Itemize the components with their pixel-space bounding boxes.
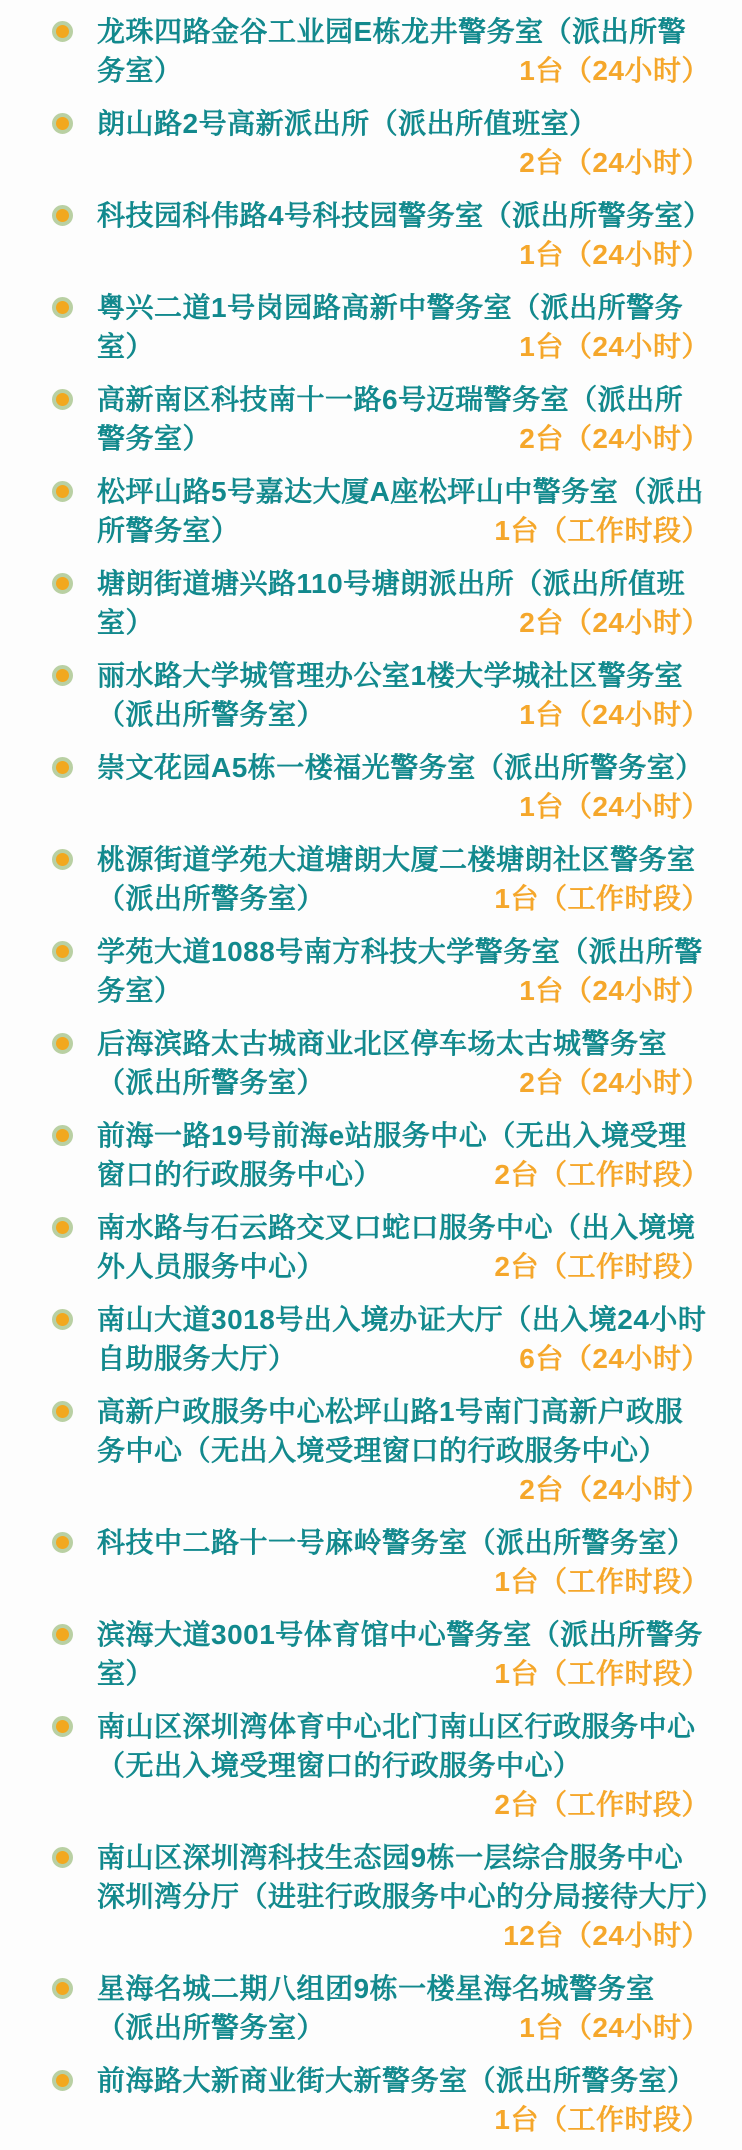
item-content <box>97 656 710 734</box>
list-item <box>52 840 710 918</box>
bullet-icon <box>52 1978 73 1999</box>
location-name: 前海一路19号前海e站服务中心（无出入境受理窗口的行政服务中心） <box>97 1120 687 1190</box>
device-count: 1台（24小时） <box>519 55 710 86</box>
bullet-icon <box>52 757 73 778</box>
item-content <box>97 1615 710 1693</box>
item-content <box>97 1300 710 1378</box>
list-item <box>52 104 710 182</box>
item-content <box>97 12 710 90</box>
device-count: 1台（工作时段） <box>494 883 710 914</box>
device-count: 2台（24小时） <box>519 1474 710 1505</box>
item-content <box>97 1024 710 1102</box>
list-item <box>52 1523 710 1601</box>
bullet-icon <box>52 21 73 42</box>
device-count: 2台（24小时） <box>519 1067 710 1098</box>
list-item <box>52 932 710 1010</box>
list-item <box>52 1707 710 1824</box>
list-item <box>52 564 710 642</box>
location-name: 桃源街道学苑大道塘朗大厦二楼塘朗社区警务室（派出所警务室） <box>97 844 696 914</box>
device-count: 1台（24小时） <box>519 975 710 1006</box>
location-name: 朗山路2号高新派出所（派出所值班室） <box>97 108 598 139</box>
location-name: 南水路与石云路交叉口蛇口服务中心（出入境境外人员服务中心） <box>97 1212 696 1282</box>
item-content <box>97 196 710 274</box>
list-item <box>52 2061 710 2139</box>
location-name: 丽水路大学城管理办公室1楼大学城社区警务室（派出所警务室） <box>97 660 684 730</box>
item-content <box>97 1116 710 1194</box>
item-content <box>97 840 710 918</box>
device-count: 2台（24小时） <box>519 147 710 178</box>
bullet-icon <box>52 1309 73 1330</box>
list-item <box>52 1392 710 1509</box>
list-item <box>52 1024 710 1102</box>
list-item <box>52 12 710 90</box>
bullet-icon <box>52 941 73 962</box>
device-count: 12台（24小时） <box>503 1920 710 1951</box>
item-content <box>97 1208 710 1286</box>
location-name: 崇文花园A5栋一楼福光警务室（派出所警务室） <box>97 752 704 783</box>
bullet-icon <box>52 1532 73 1553</box>
bullet-icon <box>52 205 73 226</box>
device-count: 2台（24小时） <box>519 423 710 454</box>
item-content <box>97 104 710 182</box>
item-content <box>97 1392 710 1509</box>
location-name: 南山区深圳湾科技生态园9栋一层综合服务中心深圳湾分厅（进驻行政服务中心的分局接待大厅） <box>97 1842 725 1912</box>
device-count: 2台（24小时） <box>519 607 710 638</box>
list-item <box>52 472 710 550</box>
device-count: 1台（工作时段） <box>494 515 710 546</box>
bullet-icon <box>52 113 73 134</box>
device-count: 6台（24小时） <box>519 1343 710 1374</box>
bullet-icon <box>52 849 73 870</box>
item-content <box>97 1969 710 2047</box>
device-count: 1台（24小时） <box>519 791 710 822</box>
bullet-icon <box>52 1847 73 1868</box>
list-item <box>52 1300 710 1378</box>
location-name: 塘朗街道塘兴路110号塘朗派出所（派出所值班室） <box>97 568 686 638</box>
device-count: 1台（24小时） <box>519 331 710 362</box>
list-item <box>52 1116 710 1194</box>
bullet-icon <box>52 2070 73 2091</box>
bullet-icon <box>52 1716 73 1737</box>
location-name: 高新南区科技南十一路6号迈瑞警务室（派出所警务室） <box>97 384 684 454</box>
item-content <box>97 2061 710 2139</box>
bullet-icon <box>52 1624 73 1645</box>
item-content <box>97 1707 710 1824</box>
bullet-icon <box>52 1401 73 1422</box>
location-name: 学苑大道1088号南方科技大学警务室（派出所警务室） <box>97 936 703 1006</box>
bullet-icon <box>52 1217 73 1238</box>
bullet-icon <box>52 297 73 318</box>
list-item <box>52 196 710 274</box>
location-name: 高新户政服务中心松坪山路1号南门高新户政服务中心（无出入境受理窗口的行政服务中心） <box>97 1396 684 1466</box>
item-content <box>97 1523 710 1601</box>
device-count: 1台（工作时段） <box>494 2104 710 2135</box>
list-item <box>52 380 710 458</box>
location-name: 科技中二路十一号麻岭警务室（派出所警务室） <box>97 1527 696 1558</box>
bullet-icon <box>52 389 73 410</box>
location-name: 后海滨路太古城商业北区停车场太古城警务室（派出所警务室） <box>97 1028 668 1098</box>
item-content <box>97 288 710 366</box>
location-name: 松坪山路5号嘉达大厦A座松坪山中警务室（派出所警务室） <box>97 476 704 546</box>
location-name: 星海名城二期八组团9栋一楼星海名城警务室（派出所警务室） <box>97 1973 655 2043</box>
item-content <box>97 472 710 550</box>
bullet-icon <box>52 573 73 594</box>
item-content <box>97 932 710 1010</box>
device-count: 2台（工作时段） <box>494 1789 710 1820</box>
location-name: 南山区深圳湾体育中心北门南山区行政服务中心（无出入境受理窗口的行政服务中心） <box>97 1711 696 1781</box>
list-item <box>52 1615 710 1693</box>
item-content <box>97 380 710 458</box>
bullet-icon <box>52 665 73 686</box>
item-content <box>97 748 710 826</box>
bullet-icon <box>52 1125 73 1146</box>
list-item <box>52 656 710 734</box>
location-name: 粤兴二道1号岗园路高新中警务室（派出所警务室） <box>97 292 684 362</box>
device-count: 1台（工作时段） <box>494 1658 710 1689</box>
bullet-icon <box>52 1033 73 1054</box>
device-count: 1台（24小时） <box>519 2012 710 2043</box>
item-content <box>97 1838 725 1955</box>
device-count: 2台（工作时段） <box>494 1251 710 1282</box>
device-count: 2台（工作时段） <box>494 1159 710 1190</box>
location-name: 滨海大道3001号体育馆中心警务室（派出所警务室） <box>97 1619 703 1689</box>
device-count: 1台（24小时） <box>519 699 710 730</box>
location-name: 南山大道3018号出入境办证大厅（出入境24小时自助服务大厅） <box>97 1304 707 1374</box>
list-item <box>52 1208 710 1286</box>
item-content <box>97 564 710 642</box>
device-count: 1台（24小时） <box>519 239 710 270</box>
list-item <box>52 288 710 366</box>
location-name: 龙珠四路金谷工业园E栋龙井警务室（派出所警务室） <box>97 16 687 86</box>
location-name: 前海路大新商业街大新警务室（派出所警务室） <box>97 2065 696 2096</box>
bullet-icon <box>52 481 73 502</box>
location-name: 科技园科伟路4号科技园警务室（派出所警务室） <box>97 200 712 231</box>
list-item <box>52 1838 725 1955</box>
device-count: 1台（工作时段） <box>494 1566 710 1597</box>
list-item <box>52 1969 710 2047</box>
list-item <box>52 748 710 826</box>
